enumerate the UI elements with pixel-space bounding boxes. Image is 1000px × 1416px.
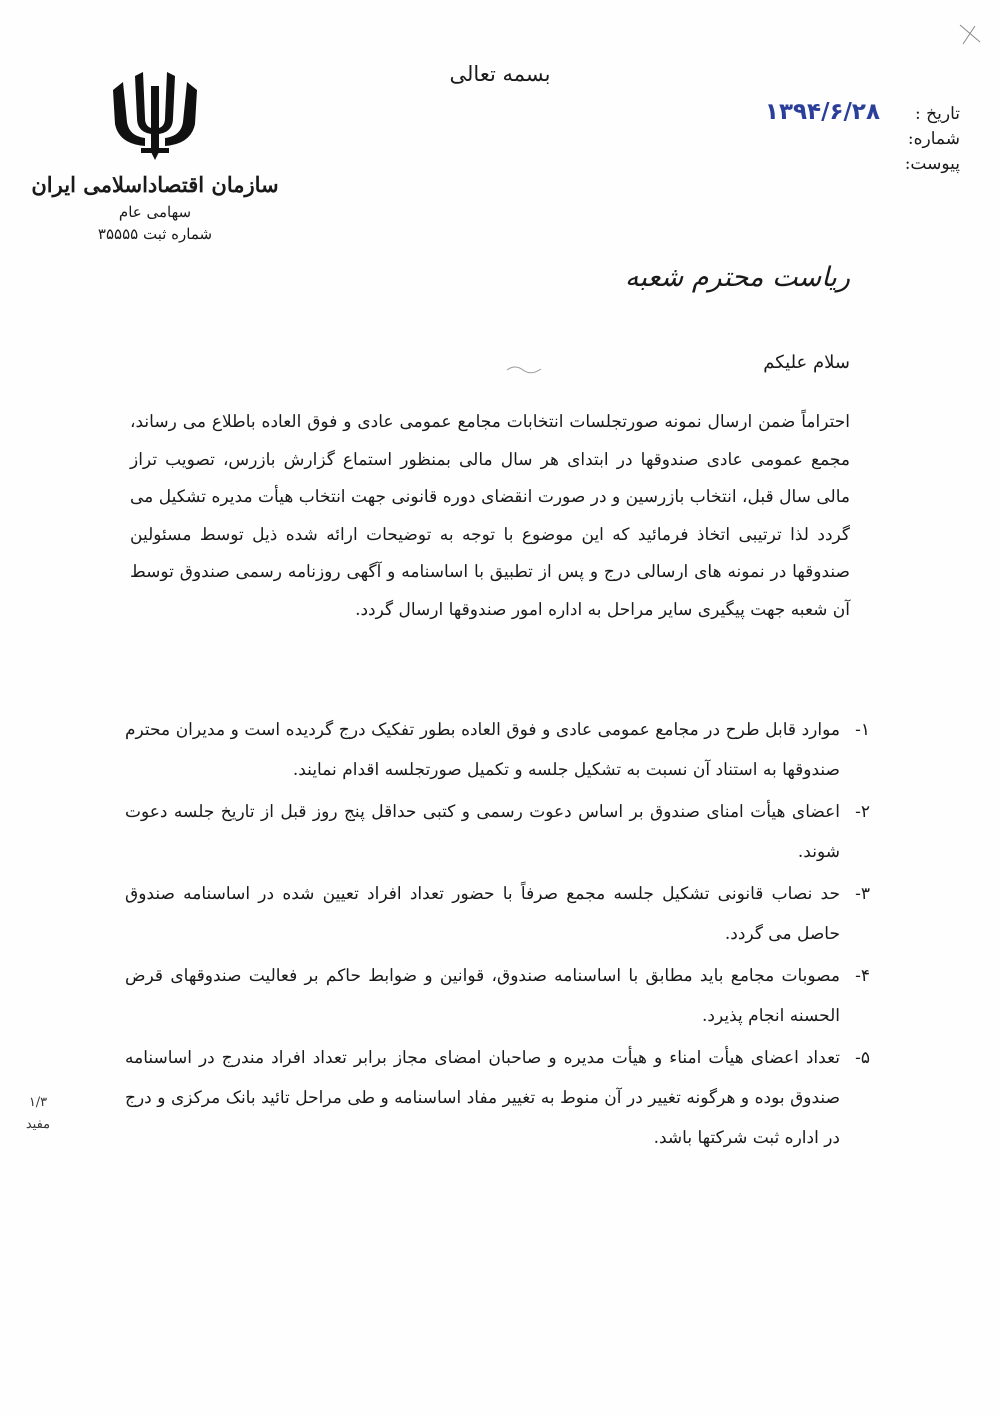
list-item [125,1038,870,1158]
attachment-label: پیوست: [904,154,960,174]
letter-body: احتراماً ضمن ارسال نمونه صورتجلسات انتخابات مجامع عمومی عادی و فوق العاده باطلاع می رساند، مجمع عمومی عادی صندوقها در ابتدای هر سال مالی بمنظور استماع گزارش بازرس، تصویب تراز مالی سال قبل، انتخاب بازرسین و در صورت انقضای دوره قانونی جهت انتخاب هیأت مدیره تشکیل می گردد لذا ترتیبی اتخاذ فرمائید که این موضوع با توجه به توضیحات ارائه شده ذیل توسط مسئولین صندوقها در نمونه های ارسالی درج و پس از تطبیق با اساسنامه و آگهی روزنامه رسمی صندوق توسط آن شعبه جهت پیگیری سایر مراحل به اداره امور صندوقها ارسال گردد. [130,412,850,620]
organization-emblem-icon [105,72,205,164]
item-number: ۴- [855,966,870,986]
organization-name: سازمان اقتصاداسلامی ایران [31,172,279,197]
greeting: سلام علیکم [763,352,850,373]
organization-type: سهامی عام [118,203,192,221]
list-item [125,710,870,790]
number-row [600,127,960,152]
item-number: ۱- [855,720,870,740]
scan-speck [955,20,985,50]
item-text: حد نصاب قانونی تشکیل جلسه مجمع صرفاً با حضور تعداد افراد تعیین شده در اساسنامه صندوق حاصل می گردد. [125,884,840,944]
letter-meta [600,100,960,177]
organization-header [20,72,290,243]
item-text: تعداد اعضای هیأت امناء و هیأت مدیره و صاحبان امضای مجاز برابر تعداد افراد مندرج در اساسنامه صندوق بوده و هرگونه تغییر در آن منوط به تغییر مفاد اساسنامه و طی مراحل تائید بانک مرکزی و درج در اداره ثبت شرکتها باشد. [125,1048,840,1148]
addressee: ریاست محترم شعبه [624,262,850,293]
item-number: ۵- [855,1048,870,1068]
list-item [125,792,870,872]
instruction-list [125,710,870,1160]
scan-speck [505,360,545,380]
number-label: شماره: [907,129,960,149]
item-number: ۳- [855,884,870,904]
date-row [600,100,960,127]
registration-number: شماره ثبت ۳۵۵۵۵ [97,225,213,243]
list-item [125,874,870,954]
date-label: تاریخ : [915,104,960,124]
date-value: ۱۳۹۴/۶/۲۸ [764,99,880,125]
item-text: اعضای هیأت امنای صندوق بر اساس دعوت رسمی و کتبی حداقل پنج روز قبل از تاریخ جلسه دعوت شوند. [125,802,840,862]
basmala-heading: بسمه تعالی [449,62,551,86]
attachment-row [600,152,960,177]
item-number: ۲- [855,802,870,822]
item-text: موارد قابل طرح در مجامع عمومی عادی و فوق العاده بطور تفکیک درج گردیده است و مدیران محترم صندوقها به استناد آن نسبت به تشکیل جلسه و تکمیل صورتجلسه اقدام نمایند. [125,720,840,780]
margin-note: ۱/۳ مفید [25,1095,51,1132]
list-item [125,956,870,1036]
item-text: مصوبات مجامع باید مطابق با اساسنامه صندوق، قوانین و ضوابط حاکم بر فعالیت صندوقهای قرض الحسنه انجام پذیرد. [125,966,840,1026]
